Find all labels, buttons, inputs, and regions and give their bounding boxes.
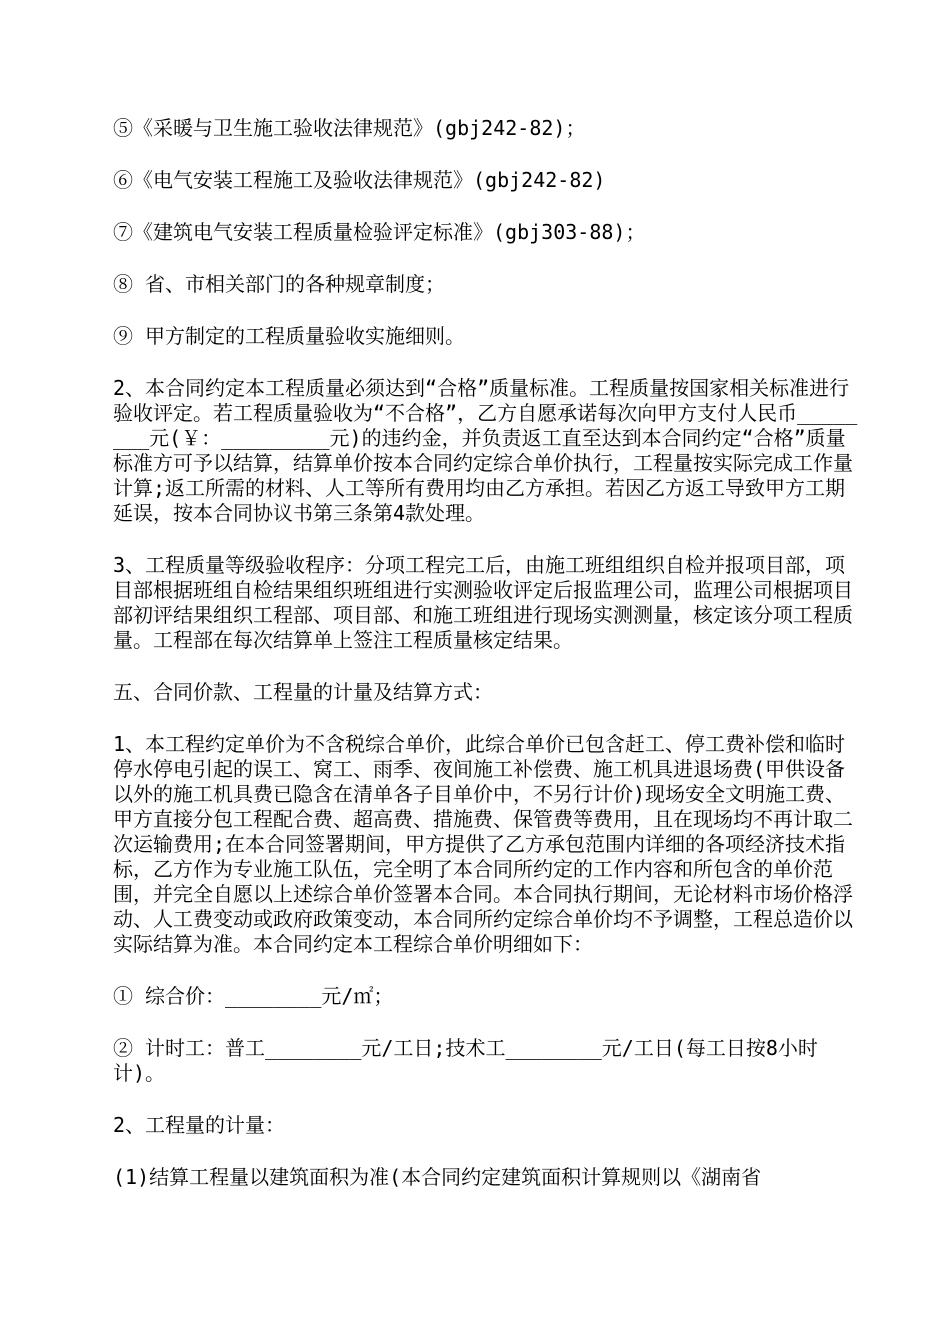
- list-item-standard-9: ⑨ 甲方制定的工程质量验收实施细则。: [113, 324, 466, 348]
- document-body: [113, 116, 858, 1217]
- list-item-standard-7: ⑦《建筑电气安装工程质量检验评定标准》(gbj303-88)；: [113, 220, 646, 244]
- clause-acceptance-procedure: 3、工程质量等级验收程序：分项工程完工后，由施工班组组织自检并报项目部，项目部根据班组自检结果组织班组进行实测验收评定后报监理公司，监理公司根据项目部初评结果组织工程部、项目部、和施工班组进行现场实测测量，核定该分项工程质量。工程部在每次结算单上签注工程质量核定结果。: [113, 553, 853, 652]
- list-item-hourly-labor: ② 计时工：普工________元/工日;技术工________元/工日(每工日按8小时计)。: [113, 1036, 818, 1085]
- list-item-standard-6: ⑥《电气安装工程施工及验收法律规范》(gbj242-82): [113, 168, 606, 192]
- clause-quality-standard: 2、本合同约定本工程质量必须达到“合格”质量标准。工程质量按国家相关标准进行验收评定。若工程质量验收为“不合格”，乙方自愿承诺每次向甲方支付人民币________元(￥：_________元)的违约金，并负责返工直至达到本合同约定“合格”质量标准方可予以结算，结算单价按本合同约定综合单价执行，工程量按实际完成工作量计算;返工所需的材料、人工等所有费用均由乙方承担。若因乙方返工导致甲方工期延误，按本合同协议书第三条第4款处理。: [113, 376, 858, 525]
- list-item-composite-price: ① 综合价：________元/㎡；: [113, 984, 394, 1008]
- clause-quantity-measurement: 2、工程量的计量：: [113, 1113, 286, 1137]
- list-item-standard-8: ⑧ 省、市相关部门的各种规章制度；: [113, 272, 446, 296]
- clause-unit-price: 1、本工程约定单价为不含税综合单价，此综合单价已包含赶工、停工费补偿和临时停水停电引起的误工、窝工、雨季、夜间施工补偿费、施工机具进退场费(甲供设备以外的施工机具费已隐含在清单各子目单价中，不另行计价)现场安全文明施工费、甲方直接分包工程配合费、超高费、措施费、保管费等费用，且在现场均不再计取二次运输费用;在本合同签署期间，甲方提供了乙方承包范围内详细的各项经济技术指标，乙方作为专业施工队伍，完全明了本合同所约定的工作内容和所包含的单价范围，并完全自愿以上述综合单价签署本合同。本合同执行期间，无论材料市场价格浮动、人工费变动或政府政策变动，本合同所约定综合单价均不予调整，工程总造价以实际结算为准。本合同约定本工程综合单价明细如下：: [113, 732, 853, 956]
- section-heading-price-settlement: 五、合同价款、工程量的计量及结算方式：: [113, 680, 493, 704]
- subclause-settlement-quantity: (1)结算工程量以建筑面积为准(本合同约定建筑面积计算规则以《湖南省: [113, 1165, 762, 1189]
- list-item-standard-5: ⑤《采暖与卫生施工验收法律规范》(gbj242-82)；: [113, 116, 586, 140]
